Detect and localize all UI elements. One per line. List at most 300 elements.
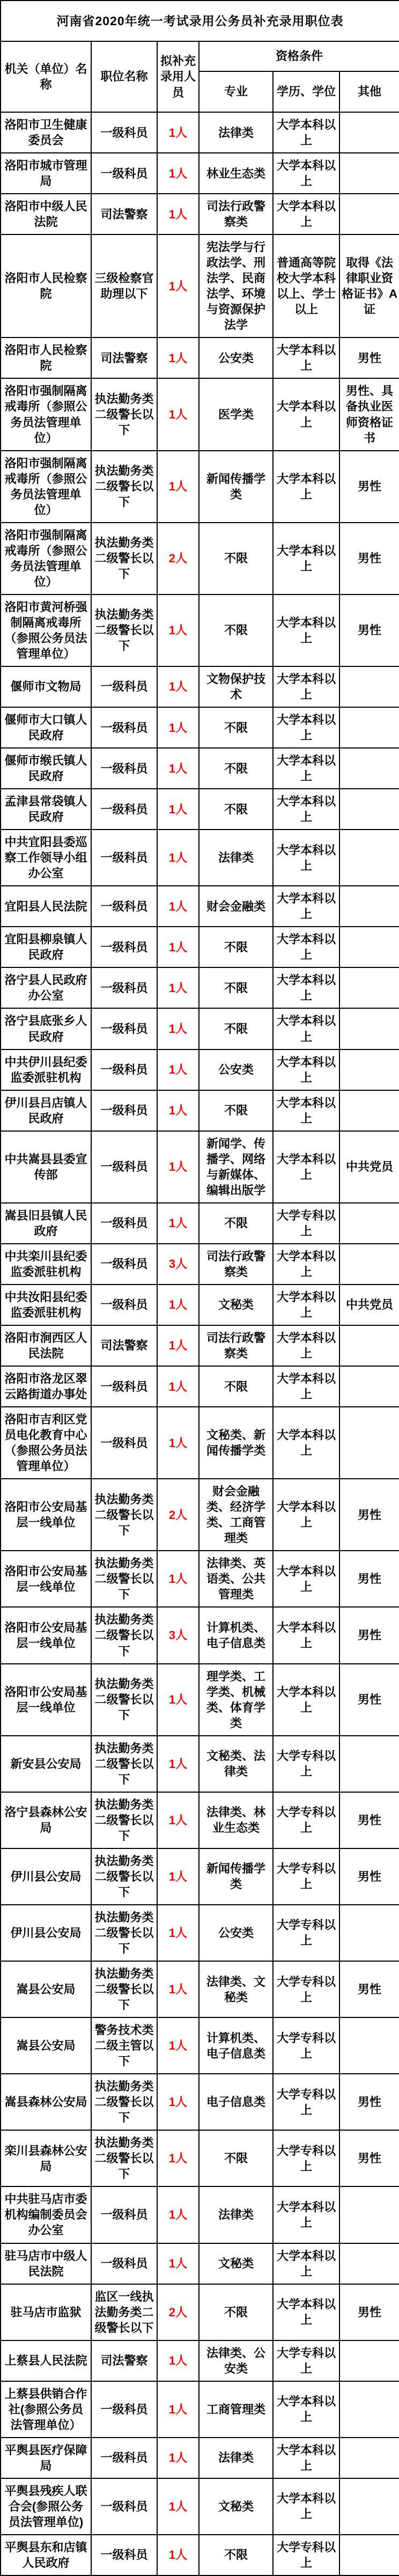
position-cell: 一级科员: [91, 927, 157, 967]
other-cell: [339, 2017, 399, 2074]
major-cell: 电子信息类: [199, 2074, 273, 2130]
count-cell: 1人: [157, 886, 199, 927]
other-cell: [339, 153, 399, 194]
other-cell: [339, 1905, 399, 1961]
count-cell: 3人: [157, 1607, 199, 1663]
count-cell: 2人: [157, 1479, 199, 1551]
other-cell: 取得《法律职业资格证书》A证: [339, 234, 399, 337]
major-cell: 不限: [199, 595, 273, 666]
count-cell: 1人: [157, 1325, 199, 1366]
position-cell: 执法勤务类二级警长以下: [91, 2074, 157, 2130]
education-cell: 大学本科以上: [273, 523, 339, 595]
position-cell: 一级科员: [91, 666, 157, 707]
education-cell: 大学专科以上: [273, 1961, 339, 2017]
count-cell: 1人: [157, 153, 199, 194]
org-cell: 洛阳市公安局基层一线单位: [1, 1479, 91, 1551]
count-cell: 1人: [157, 451, 199, 523]
count-cell: 1人: [157, 112, 199, 153]
count-cell: 2人: [157, 523, 199, 595]
count-cell: 3人: [157, 1244, 199, 1285]
column-header-major: 专业: [199, 71, 273, 112]
org-cell: 嵩县公安局: [1, 1961, 91, 2017]
org-cell: 上蔡县人民法院: [1, 2340, 91, 2381]
major-cell: 医学类: [199, 378, 273, 450]
other-cell: [339, 1050, 399, 1090]
count-cell: 1人: [157, 2186, 199, 2243]
major-cell: 文秘类、法律类: [199, 1736, 273, 1792]
major-cell: 新闻学、传播学、网络与新媒体、编辑出版学: [199, 1131, 273, 1203]
major-cell: 公安类: [199, 1050, 273, 1090]
major-cell: 法律类、英语类、公共管理类: [199, 1551, 273, 1607]
other-cell: 男性: [339, 2284, 399, 2340]
position-cell: 执法勤务类二级警长以下: [91, 1479, 157, 1551]
count-cell: 1人: [157, 1050, 199, 1090]
org-cell: 驻马店市监狱: [1, 2284, 91, 2340]
education-cell: 普通高等院校大学本科以上、学士以上: [273, 234, 339, 337]
position-cell: 执法勤务类二级警长以下: [91, 378, 157, 450]
header-row-1: [1, 41, 399, 71]
table-row: [1, 1736, 399, 1792]
position-cell: 执法勤务类二级警长以下: [91, 1664, 157, 1736]
other-cell: 男性: [339, 1607, 399, 1663]
table-row: [1, 2478, 399, 2535]
major-cell: 法律类: [199, 2186, 273, 2243]
count-cell: 1人: [157, 1407, 199, 1479]
education-cell: 大学专科以上: [273, 1736, 339, 1792]
count-cell: 1人: [157, 967, 199, 1008]
count-cell: 1人: [157, 2535, 199, 2575]
position-cell: 一级科员: [91, 1244, 157, 1285]
table-row: [1, 2438, 399, 2478]
position-cell: 执法勤务类二级警长以下: [91, 1905, 157, 1961]
table-row: [1, 378, 399, 450]
other-cell: [339, 1090, 399, 1131]
position-cell: 执法勤务类二级警长以下: [91, 523, 157, 595]
column-header-position: 职位名称: [91, 41, 157, 112]
org-cell: 洛宁县底张乡人民政府: [1, 1008, 91, 1049]
table-row: [1, 830, 399, 886]
count-cell: 1人: [157, 1848, 199, 1905]
education-cell: 大学本科以上: [273, 112, 339, 153]
major-cell: 不限: [199, 523, 273, 595]
other-cell: 男性、具备执业医师资格证书: [339, 378, 399, 450]
other-cell: [339, 2340, 399, 2381]
position-cell: 执法勤务类二级警长以下: [91, 595, 157, 666]
education-cell: 大学本科以上: [273, 927, 339, 967]
org-cell: 宜阳县人民法院: [1, 886, 91, 927]
education-cell: 大学本科以上: [273, 2478, 339, 2535]
major-cell: 文秘类: [199, 1285, 273, 1325]
other-cell: [339, 830, 399, 886]
position-cell: 三级检察官助理以下: [91, 234, 157, 337]
table-row: [1, 1008, 399, 1049]
count-cell: 1人: [157, 2381, 199, 2438]
other-cell: [339, 1366, 399, 1407]
count-cell: 1人: [157, 1961, 199, 2017]
position-cell: 一级科员: [91, 707, 157, 748]
other-cell: [339, 1203, 399, 1244]
table-row: [1, 2186, 399, 2243]
table-row: [1, 1285, 399, 1325]
major-cell: 林业生态类: [199, 153, 273, 194]
major-cell: 司法行政警察类: [199, 194, 273, 234]
position-cell: 一级科员: [91, 2243, 157, 2284]
count-cell: 1人: [157, 1736, 199, 1792]
table-row: [1, 1551, 399, 1607]
org-cell: 洛阳市强制隔离戒毒所（参照公务员法管理单位）: [1, 378, 91, 450]
org-cell: 偃师市大口镇人民政府: [1, 707, 91, 748]
table-row: [1, 1607, 399, 1663]
other-cell: [339, 2243, 399, 2284]
table-row: [1, 2535, 399, 2575]
education-cell: 大学专科以上: [273, 2535, 339, 2575]
other-cell: [339, 748, 399, 789]
other-cell: [339, 194, 399, 234]
other-cell: [339, 886, 399, 927]
org-cell: 中共嵩县县委宣传部: [1, 1131, 91, 1203]
org-cell: 偃师市文物局: [1, 666, 91, 707]
org-cell: 平舆县东和店镇人民政府: [1, 2535, 91, 2575]
education-cell: 大学本科以上: [273, 1008, 339, 1049]
org-cell: 新安县公安局: [1, 1736, 91, 1792]
major-cell: 法律类: [199, 2438, 273, 2478]
table-row: [1, 1244, 399, 1285]
table-row: [1, 1961, 399, 2017]
major-cell: 不限: [199, 707, 273, 748]
position-cell: 一级科员: [91, 153, 157, 194]
other-cell: 中共党员: [339, 1131, 399, 1203]
count-cell: 1人: [157, 748, 199, 789]
table-row: [1, 1131, 399, 1203]
org-cell: 洛阳市强制隔离戒毒所（参照公务员法管理单位）: [1, 523, 91, 595]
education-cell: 大学本科以上: [273, 1050, 339, 1090]
other-cell: [339, 666, 399, 707]
table-row: [1, 886, 399, 927]
position-cell: 一级科员: [91, 1131, 157, 1203]
position-cell: 一级科员: [91, 2478, 157, 2535]
org-cell: 伊川县吕店镇人民政府: [1, 1090, 91, 1131]
other-cell: [339, 1244, 399, 1285]
position-cell: 执法勤务类二级警长以下: [91, 1961, 157, 2017]
table-row: [1, 523, 399, 595]
major-cell: 不限: [199, 2284, 273, 2340]
position-cell: 司法警察: [91, 337, 157, 378]
education-cell: 大学本科以上: [273, 1244, 339, 1285]
table-row: [1, 707, 399, 748]
education-cell: 大学本科以上: [273, 748, 339, 789]
other-cell: 男性: [339, 2130, 399, 2186]
position-cell: 司法警察: [91, 1325, 157, 1366]
position-cell: 一级科员: [91, 2438, 157, 2478]
major-cell: 不限: [199, 789, 273, 830]
position-cell: 一级科员: [91, 967, 157, 1008]
org-cell: 平舆县残疾人联合会(参照公务员法管理单位): [1, 2478, 91, 2535]
org-cell: 偃师市缑氏镇人民政府: [1, 748, 91, 789]
education-cell: 大学专科以上: [273, 2074, 339, 2130]
org-cell: 洛阳市强制隔离戒毒所（参照公务员法管理单位）: [1, 451, 91, 523]
education-cell: 大学本科以上: [273, 666, 339, 707]
major-cell: 文秘类、新闻传播学类: [199, 1407, 273, 1479]
education-cell: 大学专科以上: [273, 1203, 339, 1244]
table-row: [1, 2243, 399, 2284]
major-cell: 公安类: [199, 1905, 273, 1961]
education-cell: 大学本科以上: [273, 1607, 339, 1663]
other-cell: [339, 927, 399, 967]
major-cell: 工商管理类: [199, 2381, 273, 2438]
position-cell: 执法勤务类二级警长以下: [91, 451, 157, 523]
major-cell: 不限: [199, 1203, 273, 1244]
org-cell: 洛宁县森林公安局: [1, 1792, 91, 1848]
position-cell: 一级科员: [91, 1366, 157, 1407]
table-row: [1, 2381, 399, 2438]
education-cell: 大学本科以上: [273, 2381, 339, 2438]
other-cell: [339, 2381, 399, 2438]
other-cell: [339, 2535, 399, 2575]
position-cell: 一级科员: [91, 1090, 157, 1131]
org-cell: 中共栾川县纪委监委派驻机构: [1, 1244, 91, 1285]
education-cell: 大学本科以上: [273, 337, 339, 378]
education-cell: 大学本科以上: [273, 1366, 339, 1407]
column-header-other: 其他: [339, 71, 399, 112]
major-cell: 不限: [199, 1366, 273, 1407]
column-header-education: 学历、学位: [273, 71, 339, 112]
major-cell: 不限: [199, 1008, 273, 1049]
other-cell: 男性: [339, 595, 399, 666]
major-cell: 新闻传播学类: [199, 451, 273, 523]
major-cell: 不限: [199, 2130, 273, 2186]
count-cell: 1人: [157, 2130, 199, 2186]
count-cell: 1人: [157, 1203, 199, 1244]
major-cell: 文秘类: [199, 2243, 273, 2284]
org-cell: 洛阳市城市管理局: [1, 153, 91, 194]
org-cell: 洛阳市公安局基层一线单位: [1, 1551, 91, 1607]
major-cell: 司法行政警察类: [199, 1325, 273, 1366]
other-cell: 中共党员: [339, 1285, 399, 1325]
table-row: [1, 666, 399, 707]
org-cell: 洛阳市中级人民法院: [1, 194, 91, 234]
major-cell: 新闻传播学类: [199, 1848, 273, 1905]
org-cell: 上蔡县供销合作社(参照公务员法管理单位）: [1, 2381, 91, 2438]
org-cell: 洛阳市人民检察院: [1, 234, 91, 337]
other-cell: 男性: [339, 1848, 399, 1905]
other-cell: [339, 2438, 399, 2478]
position-cell: 执法勤务类二级警长以下: [91, 1848, 157, 1905]
table-row: [1, 1407, 399, 1479]
major-cell: 法律类、文秘类: [199, 1961, 273, 2017]
page-title: 河南省2020年统一考试录用公务员补充录用职位表: [1, 1, 399, 41]
major-cell: 计算机类、电子信息类: [199, 2017, 273, 2074]
major-cell: 计算机类、电子信息类: [199, 1607, 273, 1663]
education-cell: 大学本科以上: [273, 2438, 339, 2478]
other-cell: 男性: [339, 1479, 399, 1551]
education-cell: 大学专科以上: [273, 2130, 339, 2186]
education-cell: 大学本科以上: [273, 1479, 339, 1551]
org-cell: 平舆县医疗保障局: [1, 2438, 91, 2478]
table-row: [1, 1479, 399, 1551]
position-cell: 司法警察: [91, 2340, 157, 2381]
count-cell: 1人: [157, 2017, 199, 2074]
position-cell: 一级科员: [91, 748, 157, 789]
table-row: [1, 927, 399, 967]
major-cell: 不限: [199, 1090, 273, 1131]
org-cell: 孟津县常袋镇人民政府: [1, 789, 91, 830]
count-cell: 1人: [157, 2340, 199, 2381]
major-cell: 财会金融类: [199, 886, 273, 927]
other-cell: [339, 1008, 399, 1049]
major-cell: 法律类: [199, 112, 273, 153]
other-cell: [339, 789, 399, 830]
column-header-count: 拟补充录用人员: [157, 41, 199, 112]
other-cell: [339, 2186, 399, 2243]
table-row: [1, 2074, 399, 2130]
position-cell: 一级科员: [91, 1050, 157, 1090]
position-cell: 司法警察: [91, 194, 157, 234]
other-cell: 男性: [339, 1551, 399, 1607]
position-cell: 执法勤务类二级警长以下: [91, 1607, 157, 1663]
major-cell: 不限: [199, 967, 273, 1008]
major-cell: 不限: [199, 927, 273, 967]
education-cell: 大学本科以上: [273, 153, 339, 194]
table-row: [1, 2017, 399, 2074]
position-cell: 监区一线执法勤务类二级警长以下: [91, 2284, 157, 2340]
major-cell: 不限: [199, 2535, 273, 2575]
count-cell: 1人: [157, 1905, 199, 1961]
major-cell: 文物保护技术: [199, 666, 273, 707]
count-cell: 1人: [157, 1792, 199, 1848]
count-cell: 1人: [157, 927, 199, 967]
table-row: [1, 595, 399, 666]
table-row: [1, 967, 399, 1008]
table-row: [1, 789, 399, 830]
other-cell: 男性: [339, 523, 399, 595]
education-cell: 大学本科以上: [273, 595, 339, 666]
other-cell: [339, 112, 399, 153]
org-cell: 洛阳市黄河桥强制隔离戒毒所（参照公务员法管理单位）: [1, 595, 91, 666]
table-row: [1, 112, 399, 153]
other-cell: [339, 1736, 399, 1792]
org-cell: 洛阳市公安局基层一线单位: [1, 1664, 91, 1736]
org-cell: 洛阳市卫生健康委员会: [1, 112, 91, 153]
count-cell: 1人: [157, 2438, 199, 2478]
position-cell: 警务技术类二级主管以下: [91, 2017, 157, 2074]
org-cell: 洛阳市涧西区人民法院: [1, 1325, 91, 1366]
position-cell: 一级科员: [91, 830, 157, 886]
org-cell: 洛阳市洛龙区翠云路街道办事处: [1, 1366, 91, 1407]
count-cell: 1人: [157, 707, 199, 748]
major-cell: 法律类: [199, 830, 273, 886]
table-row: [1, 1325, 399, 1366]
education-cell: 大学本科以上: [273, 2186, 339, 2243]
position-cell: 一级科员: [91, 112, 157, 153]
position-cell: 一级科员: [91, 886, 157, 927]
org-cell: 中共驻马店市委机构编制委员会办公室: [1, 2186, 91, 2243]
count-cell: 1人: [157, 234, 199, 337]
position-cell: 一级科员: [91, 789, 157, 830]
other-cell: 男性: [339, 2074, 399, 2130]
education-cell: 大学本科以上: [273, 194, 339, 234]
major-cell: 宪法学与行政法学、刑法学、民商法学、环境与资源保护法学: [199, 234, 273, 337]
table-row: [1, 2284, 399, 2340]
education-cell: 大学本科以上: [273, 886, 339, 927]
org-cell: 嵩县公安局: [1, 2017, 91, 2074]
education-cell: 大学专科以上: [273, 1848, 339, 1905]
position-cell: 执法勤务类二级警长以下: [91, 1551, 157, 1607]
org-cell: 洛阳市人民检察院: [1, 337, 91, 378]
position-cell: 执法勤务类二级警长以下: [91, 2130, 157, 2186]
org-cell: 中共汝阳县纪委监委派驻机构: [1, 1285, 91, 1325]
table-header: [1, 1, 399, 112]
org-cell: 栾川县森林公安局: [1, 2130, 91, 2186]
education-cell: 大学专科以上: [273, 2340, 339, 2381]
table-row: [1, 153, 399, 194]
table-row: [1, 1090, 399, 1131]
org-cell: 洛阳市公安局基层一线单位: [1, 1607, 91, 1663]
position-cell: 一级科员: [91, 2186, 157, 2243]
education-cell: 大学本科以上: [273, 451, 339, 523]
other-cell: 男性: [339, 1664, 399, 1736]
org-cell: 伊川县公安局: [1, 1848, 91, 1905]
count-cell: 2人: [157, 2284, 199, 2340]
other-cell: [339, 1407, 399, 1479]
count-cell: 1人: [157, 2074, 199, 2130]
education-cell: 大学专科以上: [273, 2017, 339, 2074]
major-cell: 文秘类: [199, 2478, 273, 2535]
position-cell: 执法勤务类二级警长以下: [91, 1736, 157, 1792]
org-cell: 中共伊川县纪委监委派驻机构: [1, 1050, 91, 1090]
org-cell: 伊川县公安局: [1, 1905, 91, 1961]
column-header-org: 机关（单位）名称: [1, 41, 91, 112]
table-row: [1, 1792, 399, 1848]
table-row: [1, 451, 399, 523]
table-row: [1, 2340, 399, 2381]
table-row: [1, 234, 399, 337]
count-cell: 1人: [157, 194, 199, 234]
count-cell: 1人: [157, 1285, 199, 1325]
count-cell: 1人: [157, 378, 199, 450]
table-row: [1, 1050, 399, 1090]
education-cell: 大学本科以上: [273, 830, 339, 886]
position-cell: 一级科员: [91, 2535, 157, 2575]
table-row: [1, 1905, 399, 1961]
org-cell: 洛宁县人民政府办公室: [1, 967, 91, 1008]
table-row: [1, 2130, 399, 2186]
org-cell: 中共宜阳县委巡察工作领导小组办公室: [1, 830, 91, 886]
count-cell: 1人: [157, 830, 199, 886]
position-cell: 一级科员: [91, 2381, 157, 2438]
other-cell: [339, 2478, 399, 2535]
education-cell: 大学本科以上: [273, 789, 339, 830]
title-row: [1, 1, 399, 41]
education-cell: 大学本科以上: [273, 1407, 339, 1479]
other-cell: 男性: [339, 1792, 399, 1848]
count-cell: 1人: [157, 2478, 199, 2535]
count-cell: 1人: [157, 1131, 199, 1203]
org-cell: 嵩县森林公安局: [1, 2074, 91, 2130]
count-cell: 1人: [157, 337, 199, 378]
count-cell: 1人: [157, 1090, 199, 1131]
table-body: [1, 112, 399, 2575]
education-cell: 大学本科以上: [273, 707, 339, 748]
table-row: [1, 748, 399, 789]
other-cell: [339, 967, 399, 1008]
education-cell: 大学专科以上: [273, 1792, 339, 1848]
table-row: [1, 1664, 399, 1736]
position-cell: 一级科员: [91, 1285, 157, 1325]
count-cell: 1人: [157, 1664, 199, 1736]
count-cell: 1人: [157, 1008, 199, 1049]
org-cell: 驻马店市中级人民法院: [1, 2243, 91, 2284]
education-cell: 大学本科以上: [273, 1551, 339, 1607]
